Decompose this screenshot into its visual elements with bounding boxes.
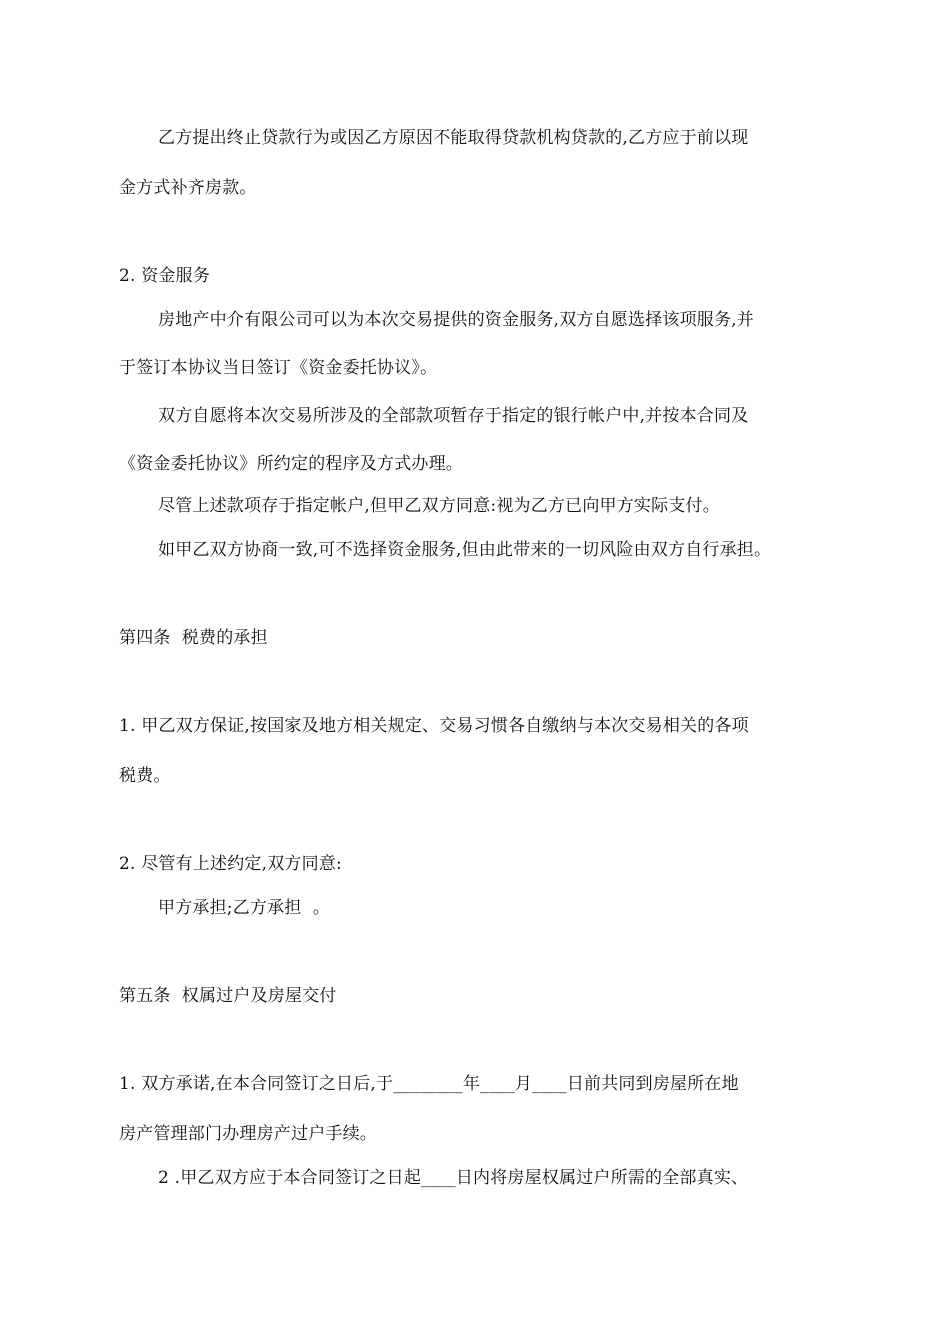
paragraph-line: 2 .甲乙双方应于本合同签订之日起____日内将房屋权属过户所需的全部真实、 <box>158 1168 749 1188</box>
paragraph-line: 双方自愿将本次交易所涉及的全部款项暂存于指定的银行帐户中,并按本合同及 <box>158 406 749 426</box>
paragraph-line: 甲方承担;乙方承担 。 <box>158 898 330 918</box>
paragraph-line: 于签订本协议当日签订《资金委托协议》。 <box>119 358 438 378</box>
paragraph-line: 房产管理部门办理房产过户手续。 <box>119 1124 377 1144</box>
article-heading: 第四条 税费的承担 <box>119 628 268 648</box>
paragraph-line: 金方式补齐房款。 <box>119 178 257 198</box>
paragraph-line: 房地产中介有限公司可以为本次交易提供的资金服务,双方自愿选择该项服务,并 <box>158 310 755 330</box>
paragraph-line: 2. 尽管有上述约定,双方同意: <box>119 854 342 874</box>
paragraph-line: 《资金委托协议》所约定的程序及方式办理。 <box>119 454 463 474</box>
paragraph-line: 尽管上述款项存于指定帐户,但甲乙双方同意:视为乙方已向甲方实际支付。 <box>158 496 720 516</box>
paragraph-line: 乙方提出终止贷款行为或因乙方原因不能取得贷款机构贷款的,乙方应于前以现 <box>158 128 749 148</box>
paragraph-line: 税费。 <box>119 766 171 786</box>
paragraph-line: 1. 甲乙双方保证,按国家及地方相关规定、交易习惯各自缴纳与本次交易相关的各项 <box>119 716 749 736</box>
article-heading: 第五条 权属过户及房屋交付 <box>119 986 337 1006</box>
paragraph-line: 1. 双方承诺,在本合同签订之日后,于________年____月____日前共同到房屋所在地 <box>119 1074 739 1094</box>
section-heading: 2. 资金服务 <box>119 266 211 286</box>
paragraph-line: 如甲乙双方协商一致,可不选择资金服务,但由此带来的一切风险由双方自行承担。 <box>158 540 772 560</box>
